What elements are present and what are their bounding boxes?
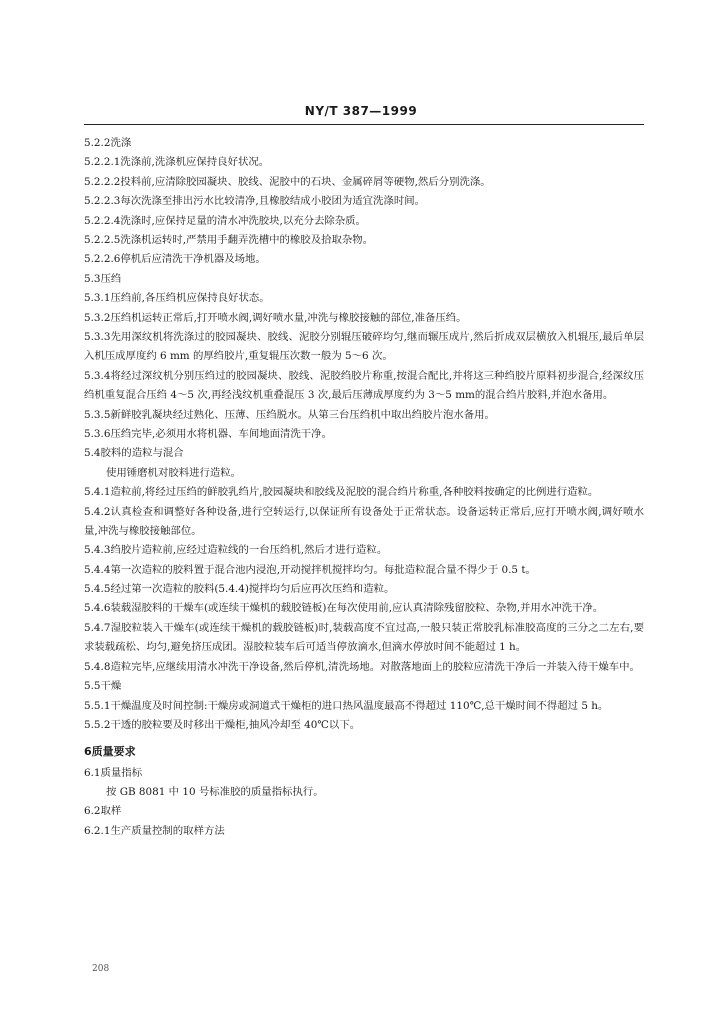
clause-text: 压绉 [100, 272, 122, 285]
clause-number: 5.4.6 [84, 602, 111, 615]
clause-number: 5.4.1 [84, 486, 111, 499]
para-6-1 [84, 764, 644, 783]
clause-number: 5.3.6 [84, 427, 111, 440]
para-5-4-1 [84, 483, 644, 502]
clause-number: 5.4.7 [84, 621, 111, 634]
clause-number: 5.2.2.2 [84, 175, 121, 188]
para-5-4-7 [84, 619, 644, 658]
clause-text: 将经过深纹机分别压绉过的胶园凝块、胶线、泥胶绉胶片称重,按混合配比,并将这三种绉胶片原料初步混合,经深纹压绉机重复混合压绉 4～5 次,再经浅纹机重叠混压 3 次,最后压薄成厚度约为 3～5 mm的混合绉片胶料,并泡水备用。 [84, 369, 644, 402]
para-5-5-2 [84, 716, 644, 735]
para-5-4-4 [84, 561, 644, 580]
clause-number: 5.4.5 [84, 583, 111, 596]
para-5-3-5 [84, 406, 644, 425]
para-5-5 [84, 677, 644, 696]
clause-text: 干燥 [100, 680, 122, 693]
para-5-2-2-1 [84, 153, 644, 172]
para-5-2-2-5 [84, 231, 644, 250]
clause-text: 洗涤 [110, 137, 132, 149]
clause-number: 5.2.2.4 [84, 214, 121, 227]
clause-text: 每次洗涤至排出污水比较清净,且橡胶结成小胶团为适宜洗涤时间。 [120, 195, 425, 208]
clause-number: 5.5 [84, 680, 101, 693]
clause-number: 5.2.2.6 [84, 253, 121, 266]
clause-text: 压绉前,各压绉机应保持良好状态。 [110, 292, 270, 305]
clause-text: 质量指标 [100, 766, 143, 779]
clause-number: 5.3 [84, 272, 101, 285]
clause-text: 投料前,应清除胶园凝块、胶线、泥胶中的石块、金属碎屑等硬物,然后分别洗涤。 [120, 175, 491, 188]
clause-text: 第一次造粒的胶料置于混合池内浸泡,开动搅拌机搅拌均匀。每批造粒混合量不得少于 0.5 t。 [110, 563, 536, 576]
clause-number: 5.3.3 [84, 330, 111, 343]
clause-text: 停机后应清洗干净机器及场地。 [120, 253, 266, 266]
clause-number: 5.2.2.5 [84, 233, 121, 246]
clause-text: 洗涤时,应保持足量的清水冲洗胶块,以充分去除杂质。 [120, 214, 366, 227]
clause-number: 5.4.3 [84, 544, 111, 557]
clause-text: 绉胶片造粒前,应经过造粒线的一台压绉机,然后才进行造粒。 [110, 544, 388, 557]
para-5-4-3 [84, 541, 644, 560]
page-number: 208 [92, 964, 110, 974]
clause-text: 取样 [100, 805, 122, 818]
clause-text: 使用锤磨机对胶料进行造粒。 [106, 466, 242, 479]
para-5-4-5 [84, 580, 644, 599]
clause-number: 6.2.1 [84, 824, 111, 837]
para-5-4-8 [84, 658, 644, 677]
clause-text: 新鲜胶乳凝块经过熟化、压薄、压绉脱水。从第三台压绉机中取出绉胶片泡水备用。 [110, 408, 495, 421]
body-text [84, 134, 644, 841]
clause-number: 5.4.4 [84, 563, 111, 576]
para-5-2-2-4 [84, 212, 644, 231]
clause-number: 5.3.4 [84, 369, 111, 382]
clause-number: 5.2.2.1 [84, 156, 121, 169]
para-5-2-2-2 [84, 173, 644, 192]
clause-text: 干透的胶粒要及时移出干燥柜,抽风冷却至 40℃以下。 [110, 718, 361, 731]
clause-text: 胶料的造粒与混合 [100, 447, 184, 460]
para-5-2-2-3 [84, 192, 644, 211]
clause-number: 5.3.2 [84, 311, 111, 324]
para-5-3-6 [84, 425, 644, 444]
clause-text: 洗涤机运转时,严禁用手翻弄洗槽中的橡胶及拾取杂物。 [120, 233, 374, 246]
para-6-1-text [84, 783, 644, 802]
clause-text: 造粒前,将经过压绉的鲜胶乳绉片,胶园凝块和胶线及泥胶的混合绉片称重,各种胶料按确定的比例进行造粒。 [110, 486, 599, 499]
para-5-4-2 [84, 503, 644, 542]
para-6-2-1 [84, 822, 644, 841]
clause-text: 压绉完毕,必须用水将机器、车间地面清洗干净。 [110, 427, 332, 440]
para-5-3-3 [84, 328, 644, 367]
clause-text: 洗涤前,洗涤机应保持良好状况。 [120, 156, 270, 169]
para-5-3 [84, 270, 644, 289]
para-5-2-2-6 [84, 250, 644, 269]
clause-number: 5.4 [84, 447, 101, 460]
clause-text: 先用深纹机将洗涤过的胶园凝块、胶线、泥胶分别辊压破碎均匀,继而辗压成片,然后折成双层横放入机辊压,最后单层入机压成厚度约 6 mm 的厚绉胶片,重复辊压次数一般为 5～6 次。 [84, 330, 644, 363]
para-6-2 [84, 802, 644, 821]
clause-text: 经过第一次造粒的胶料(5.4.4)搅拌均匀后应再次压绉和造粒。 [110, 583, 395, 596]
clause-number: 5.4.8 [84, 660, 111, 673]
para-5-3-4 [84, 367, 644, 406]
standard-code-header: NY/T 387—1999 [304, 104, 418, 118]
para-5-4-6 [84, 599, 644, 618]
section-6-title [84, 742, 644, 761]
clause-number: 6.2 [84, 805, 101, 818]
clause-number: 5.5.1 [84, 699, 111, 712]
clause-text: 湿胶粒装入干燥车(或连续干燥机的载胶链板)时,装载高度不宜过高,一般只装正常胶乳标准胶高度的三分之二左右,要求装载疏松、均匀,避免挤压成团。湿胶粒装车后可适当停放滴水,但滴水停放时间不能超过 1 h。 [84, 621, 644, 654]
clause-text: 压绉机运转正常后,打开喷水阀,调好喷水量,冲洗与橡胶接触的部位,准备压绉。 [110, 311, 467, 324]
clause-text: 造粒完毕,应继续用清水冲洗干净设备,然后停机,清洗场地。对散落地面上的胶粒应清洗干净后一并装入待干燥车中。 [110, 660, 640, 673]
para-5-4-intro [84, 464, 644, 483]
para-5-5-1 [84, 697, 644, 716]
clause-text: 装载湿胶料的干燥车(或连续干燥机的载胶链板)在每次使用前,应认真清除残留胶粒、杂物,并用水冲洗干净。 [110, 602, 604, 615]
clause-number: 5.2.2 [84, 137, 111, 149]
para-5-3-2 [84, 309, 644, 328]
clause-text: 认真检查和调整好各种设备,进行空转运行,以保证所有设备处于正常状态。设备运转正常后,应打开喷水阀,调好喷水量,冲洗与橡胶接触部位。 [84, 505, 644, 537]
clause-number: 5.3.5 [84, 408, 111, 421]
header-rule [84, 124, 644, 125]
clause-text: 干燥温度及时间控制:干燥房或洞道式干燥柜的进口热风温度最高不得超过 110℃,总干燥时间不得超过 5 h。 [110, 699, 609, 712]
clause-text: 生产质量控制的取样方法 [110, 824, 225, 837]
section-heading: 质量要求 [91, 745, 136, 759]
clause-text: 按 GB 8081 中 10 号标准胶的质量指标执行。 [106, 786, 324, 799]
para-5-3-1 [84, 289, 644, 308]
clause-number: 6.1 [84, 766, 101, 779]
clause-number: 5.4.2 [84, 505, 111, 518]
clause-number: 5.2.2.3 [84, 195, 121, 208]
clause-number: 5.5.2 [84, 718, 111, 731]
clause-number: 5.3.1 [84, 292, 111, 305]
para-5-2-2 [84, 134, 644, 153]
section-number: 6 [84, 745, 92, 759]
para-5-4 [84, 444, 644, 463]
